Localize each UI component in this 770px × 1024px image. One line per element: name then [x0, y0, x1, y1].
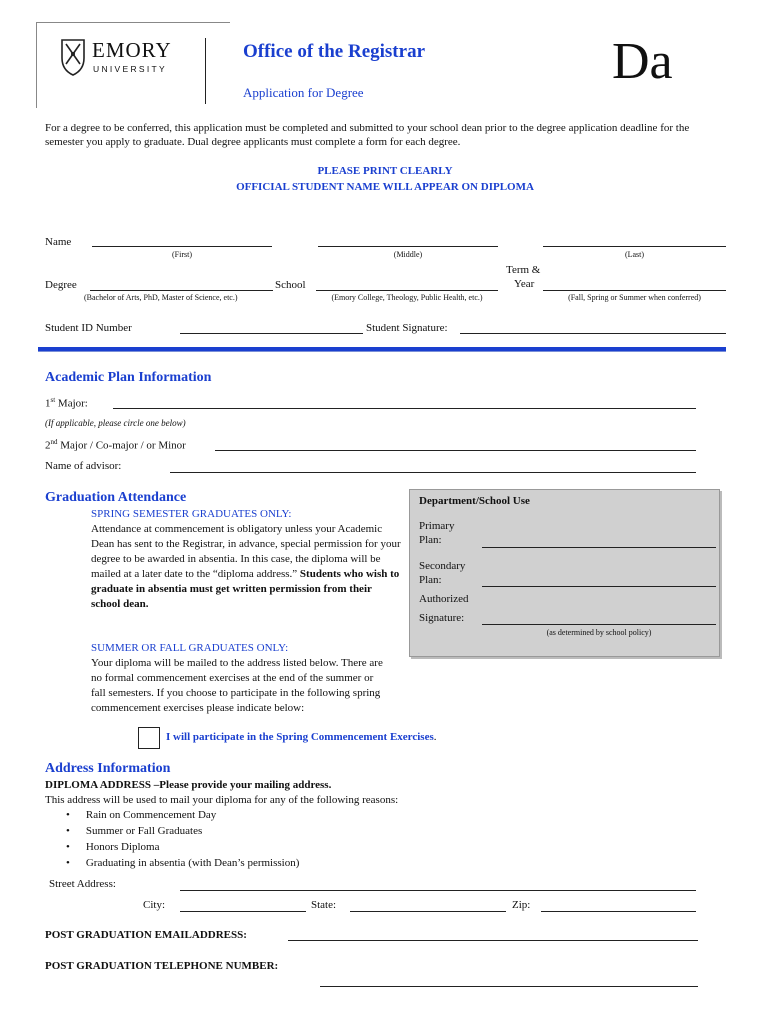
intro-text: For a degree to be conferred, this application must be completed and submitted to your school dean prior to the degree application deadline for the semester you apply to graduate. Dual degree applicants must complete a form for each degree.: [45, 122, 690, 148]
degree-hint: (Bachelor of Arts, PhD, Master of Science, etc.): [84, 293, 238, 302]
logo-name: EMORY: [92, 38, 172, 62]
diploma-head: DIPLOMA ADDRESS –Please provide your mailing address.: [45, 779, 332, 791]
list-item: [66, 841, 160, 853]
bullet-icon: •: [66, 825, 70, 837]
student-id-field[interactable]: [180, 333, 363, 334]
term-label-1: Term &: [506, 264, 541, 276]
section-divider: [38, 347, 726, 352]
school-field[interactable]: [316, 290, 498, 291]
primary-plan-field[interactable]: [482, 547, 716, 548]
reason-intro: This address will be used to mail your diploma for any of the following reasons:: [45, 794, 399, 806]
major2-sup: nd: [50, 438, 58, 446]
header-frame-left: [36, 22, 37, 108]
name-label: Name: [45, 236, 72, 248]
bullet-icon: •: [66, 857, 70, 869]
first-name-field[interactable]: [92, 246, 272, 247]
last-name-field[interactable]: [543, 246, 726, 247]
city-label: City:: [143, 899, 166, 911]
logo-divider: [205, 38, 206, 104]
participate-label: [166, 731, 437, 743]
middle-name-field[interactable]: [318, 246, 498, 247]
form-subtitle: Application for Degree: [243, 85, 364, 100]
school-label: School: [275, 279, 306, 291]
policy-caption: (as determined by school policy): [546, 628, 652, 637]
academic-title: Academic Plan Information: [45, 370, 212, 385]
term-label-2: Year: [514, 278, 535, 290]
notice-line2: OFFICIAL STUDENT NAME WILL APPEAR ON DIPLOMA: [236, 181, 534, 193]
auth-label-1: Authorized: [419, 593, 469, 605]
logo-sub: UNIVERSITY: [93, 64, 168, 74]
primary-label-2: Plan:: [419, 534, 442, 546]
list-item: [66, 857, 299, 869]
email-field[interactable]: [288, 940, 698, 941]
state-label: State:: [311, 899, 337, 911]
major1-text: Major:: [57, 397, 88, 410]
graduation-title: Graduation Attendance: [45, 490, 187, 505]
list-item: [66, 825, 202, 837]
signature-field[interactable]: [460, 333, 726, 334]
participate-text: I will participate in the Spring Commencement Exercises: [166, 731, 434, 743]
dept-title: Department/School Use: [419, 495, 530, 507]
major2-field[interactable]: [215, 450, 696, 451]
major2-label: [45, 438, 186, 452]
participate-checkbox[interactable]: [138, 727, 160, 749]
bullet-icon: •: [66, 841, 70, 853]
spring-head: SPRING SEMESTER GRADUATES ONLY:: [91, 508, 292, 520]
summer-head: SUMMER OR FALL GRADUATES ONLY:: [91, 642, 289, 654]
header-frame-top: [36, 22, 230, 23]
primary-label-1: Primary: [419, 520, 455, 532]
student-id-label: Student ID Number: [45, 322, 132, 334]
term-hint: (Fall, Spring or Summer when conferred): [568, 293, 701, 302]
participate-end: .: [433, 731, 437, 743]
address-title: Address Information: [45, 761, 171, 776]
spring-body: [91, 522, 401, 612]
degree-label: Degree: [45, 279, 77, 291]
zip-field[interactable]: [541, 911, 696, 912]
first-caption: (First): [172, 250, 192, 259]
list-item: [66, 809, 216, 821]
reason-3: Honors Diploma: [85, 841, 160, 853]
summer-body: Your diploma will be mailed to the address listed below. There are no formal commencement exercises at the end of the summer or fall semesters. If you choose to participate in the following spring commencement exercises please indicate below:: [91, 657, 383, 714]
notice-line1: PLEASE PRINT CLEARLY: [317, 165, 453, 177]
middle-caption: (Middle): [393, 250, 423, 259]
secondary-label-1: Secondary: [419, 560, 466, 572]
dept-use-box: [409, 489, 720, 657]
degree-field[interactable]: [90, 290, 273, 291]
reason-1: Rain on Commencement Day: [85, 809, 217, 821]
secondary-label-2: Plan:: [419, 574, 442, 586]
corner-text: Da: [612, 33, 673, 90]
spring-body-text: Attendance at commencement is obligatory unless your Academic Dean has sent to the Registrar, in advance, special permission for your degree to be awarded in absentia. In this case, the diploma will be mailed at a later date to the “diploma address.”: [91, 523, 401, 580]
city-field[interactable]: [180, 911, 306, 912]
major2-text: Major / Co-major / or Minor: [60, 439, 186, 452]
phone-label: POST GRADUATION TELEPHONE NUMBER:: [45, 960, 279, 972]
term-year-field[interactable]: [543, 290, 726, 291]
major2-num: 2: [45, 439, 51, 452]
last-caption: (Last): [624, 250, 645, 259]
signature-label: Student Signature:: [366, 322, 448, 334]
auth-label-2: Signature:: [419, 612, 465, 624]
street-field[interactable]: [180, 890, 696, 891]
office-title: Office of the Registrar: [243, 41, 426, 62]
major1-sup: st: [50, 396, 56, 404]
reason-4: Graduating in absentia (with Dean’s permission): [85, 857, 300, 869]
major1-num: 1: [45, 397, 51, 410]
zip-label: Zip:: [512, 899, 531, 911]
advisor-label: Name of advisor:: [45, 460, 122, 472]
school-hint: (Emory College, Theology, Public Health, etc.): [331, 293, 483, 302]
bullet-icon: •: [66, 809, 70, 821]
advisor-field[interactable]: [170, 472, 696, 473]
spring-bold-text: Students who wish to graduate in absentia must get written permission from their school dean.: [91, 568, 400, 610]
circle-hint: (If applicable, please circle one below): [45, 418, 186, 428]
state-field[interactable]: [350, 911, 506, 912]
reason-2: Summer or Fall Graduates: [85, 825, 203, 837]
auth-signature-field[interactable]: [482, 624, 716, 625]
major1-field[interactable]: [113, 408, 696, 409]
street-label: Street Address:: [49, 878, 116, 890]
shield-icon: [60, 38, 86, 76]
email-label: POST GRADUATION EMAILADDRESS:: [45, 929, 247, 941]
major1-label: [45, 396, 88, 410]
emory-logo: [60, 38, 210, 88]
secondary-plan-field[interactable]: [482, 586, 716, 587]
phone-field[interactable]: [320, 986, 698, 987]
